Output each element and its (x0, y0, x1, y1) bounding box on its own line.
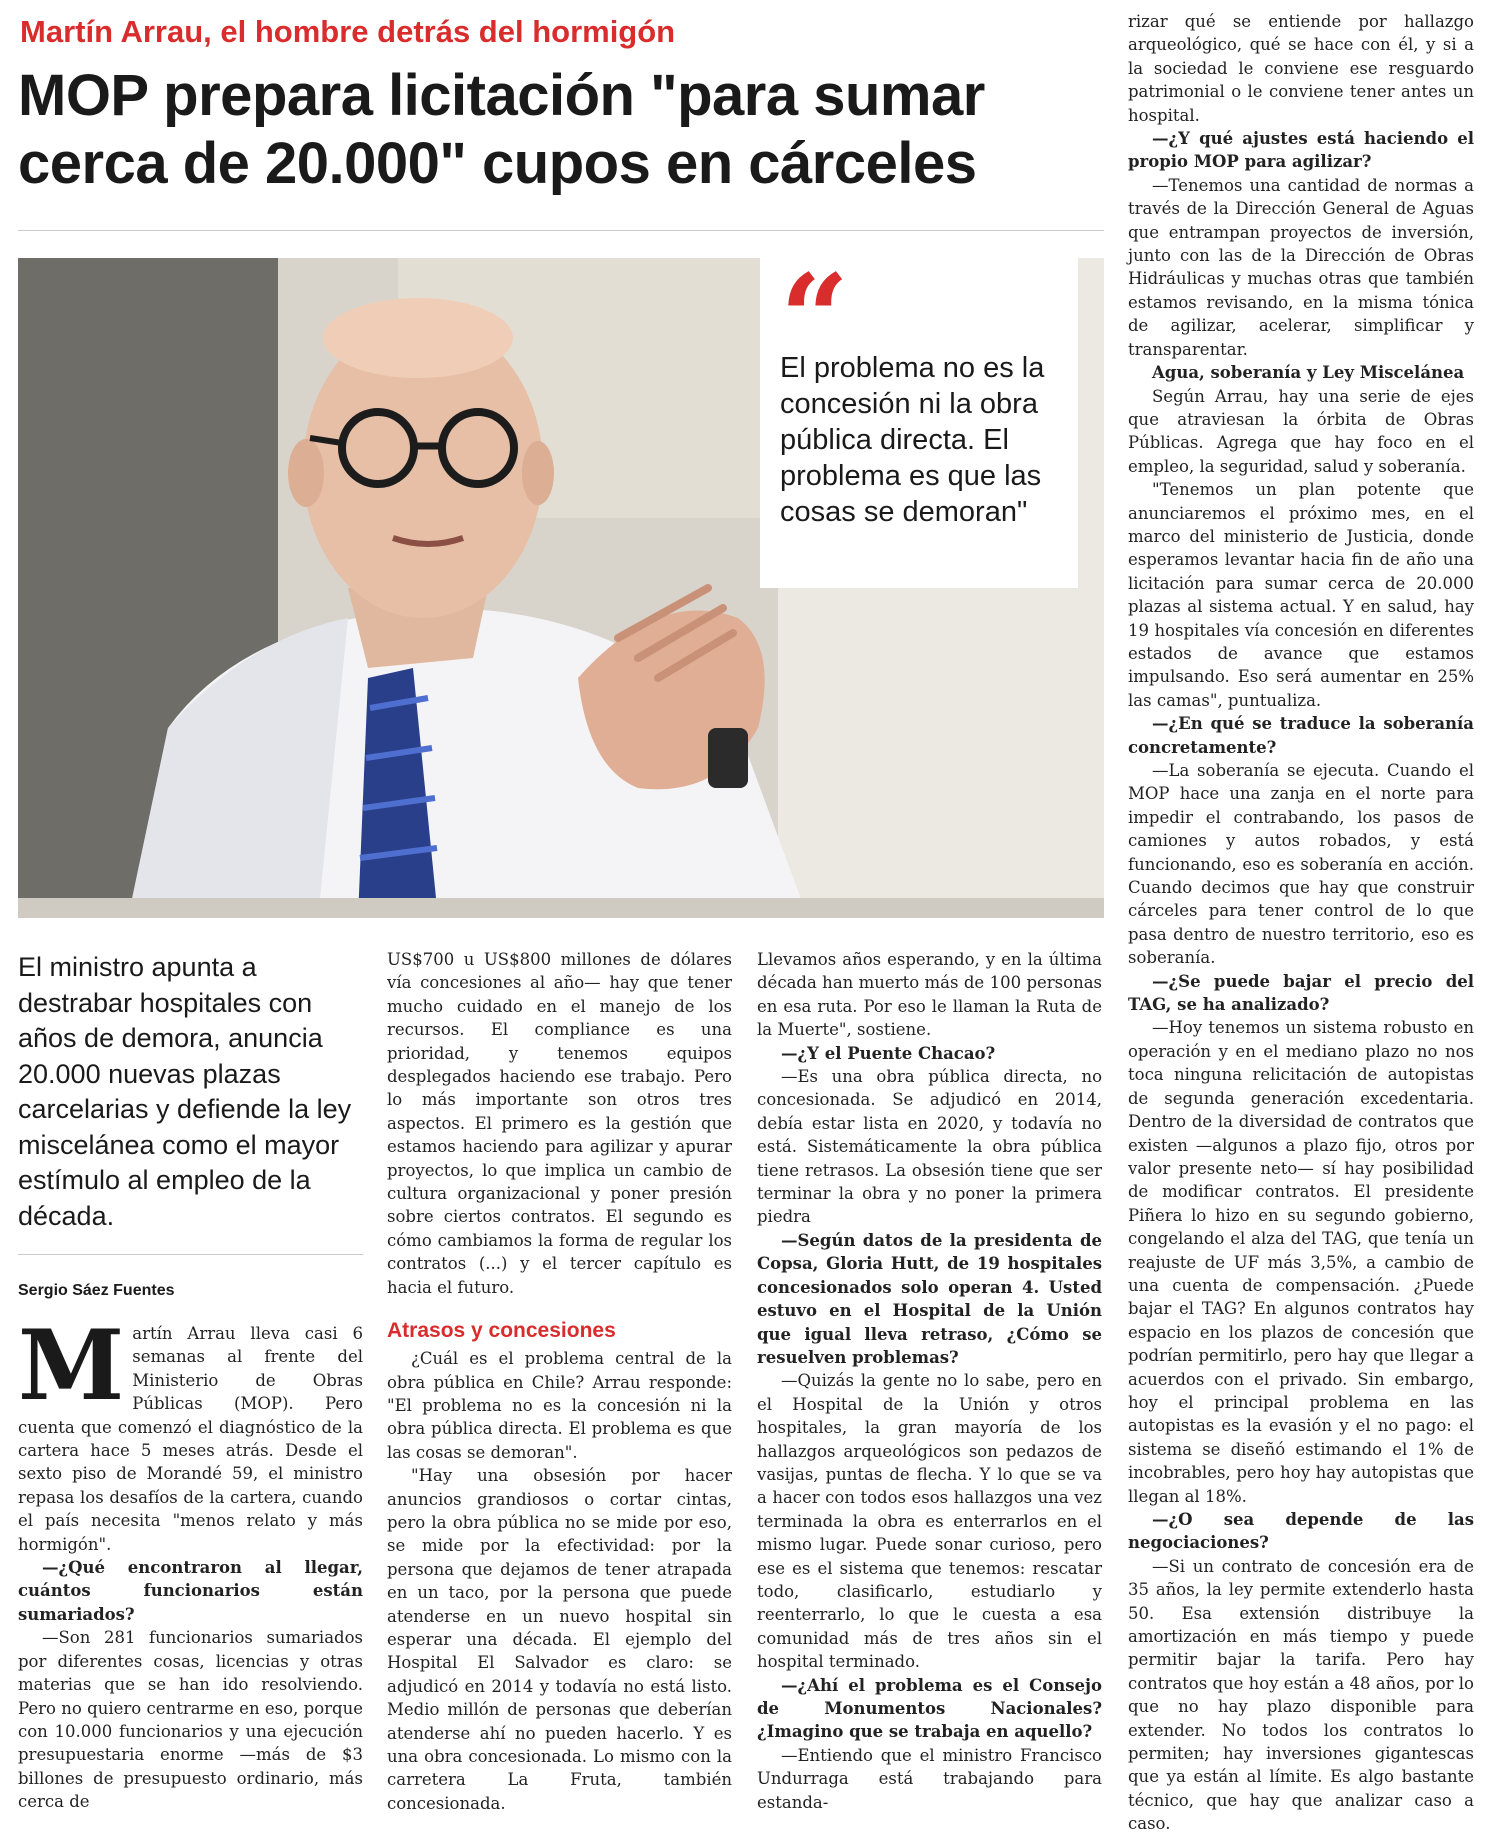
paragraph: "Tenemos un plan potente que anunciaremos el próximo mes, en el marco del ministerio de Justicia, donde esperamos levantar hacia fin de año una licitación para sumar cerca de 20.000 plazas al sistema actual. Y en salud, hay 19 hospitales vía concesión en diferentes estados de avance que estamos impulsando. Eso será aumentar en 25% las camas", puntualiza. (1128, 480, 1474, 710)
paragraph: —Si un contrato de concesión era de 35 años, la ley permite extenderlo hasta 50. Esa extensión distribuye la amortización en más tiempo y puede permitir bajar la tarifa. Pero hay contratos que hoy están a 48 años, por lo que no hay plazo disponible para extender. No todos los contratos lo permiten; hay inversiones gigantescas que ya están al límite. Es algo bastante técnico, que hay que analizar caso a caso. (1128, 1556, 1474, 1834)
lead-summary: El ministro apunta a destrabar hospitales con años de demora, anuncia 20.000 nuevas plazas carcelarias y defiende la ley miscelánea como el mayor estímulo al empleo de la década. (18, 952, 352, 1231)
paragraph: —La soberanía se ejecuta. Cuando el MOP hace una zanja en el norte para impedir el contrabando, los pasos de camiones y autos robados, y está funcionando, eso es soberanía en acción. Cuando decimos que hay que construir cárceles para tener control de lo que pasa dentro de nuestro territorio, eso es soberanía. (1128, 761, 1474, 968)
interview-question: —¿Ahí el problema es el Consejo de Monumentos Nacionales? ¿Imagino que se trabaja en aquello? (757, 1675, 1102, 1742)
article-column-2 (387, 948, 732, 1815)
interview-question: —¿Qué encontraron al llegar, cuántos funcionarios están sumariados? (18, 1558, 363, 1624)
headline: MOP prepara licitación "para sumar cerca de 20.000" cupos en cárceles (18, 63, 985, 196)
byline: Sergio Sáez Fuentes (18, 1282, 175, 1299)
paragraph: Según Arrau, hay una serie de ejes que atraviesan la órbita de Obras Públicas. Agrega que hay foco en el empleo, la seguridad, salud y soberanía. (1128, 386, 1474, 476)
section-heading: Atrasos y concesiones (387, 1319, 616, 1343)
interview-question: —Según datos de la presidenta de Copsa, Gloria Hutt, de 19 hospitales concesionados solo operan 4. Usted estuvo en el Hospital de la Unión que igual lleva retraso, ¿Cómo se resuelven problemas? (757, 1230, 1102, 1367)
dropcap: M (18, 1309, 125, 1422)
quote-mark-icon: “ (780, 258, 850, 389)
portrait-photo (18, 258, 1104, 918)
interview-question: —¿Y el Puente Chacao? (781, 1043, 996, 1063)
paragraph: Llevamos años esperando, y en la última década han muerto más de 100 personas en esa ruta. Por eso le llaman la Ruta de la Muerte", sostiene. (757, 950, 1102, 1040)
pull-quote-text: El problema no es la concesión ni la obra pública directa. El problema es que las cosas se demoran" (780, 352, 1045, 528)
paragraph: Martín Arrau lleva casi 6 semanas al frente del Ministerio de Obras Públicas (MOP). Pero cuenta que comenzó el diagnóstico de la cartera hace 5 meses atrás. Desde el sexto piso de Morandé 59, el ministro repasa los desafíos de la cartera, cuando el país necesita "menos relato y más hormigón". (18, 1309, 363, 1554)
kicker: Martín Arrau, el hombre detrás del hormigón (20, 14, 676, 49)
paragraph: —Tenemos una cantidad de normas a través de la Dirección General de Aguas que entrampan proyectos de inversión, junto con las de la Dirección de Obras Hidráulicas y muchas otras que también estamos revisando, en la misma tónica de agilizar, acelerar, simplificar y transparentar. (1128, 175, 1474, 359)
paragraph: —Son 281 funcionarios sumariados por diferentes cosas, licencias y otras materias que se han ido resolviendo. Pero no quiero centrarme en eso, porque con 10.000 funcionarios y una ejecución presupuestaria enorme —más de $3 billones de presupuesto ordinario, más cerca de (18, 1628, 363, 1812)
paragraph: ¿Cuál es el problema central de la obra pública en Chile? Arrau responde: "El problema no es la concesión ni la obra pública directa. El problema es que las cosas se demoran". (387, 1349, 732, 1462)
paragraph: —Es una obra pública directa, no concesionada. Se adjudicó en 2014, debía estar lista en 2020, y todavía no está. Sistemáticamente la obra pública tiene retrasos. La obsesión tiene que ser terminar la obra y no poner la primera piedra (757, 1067, 1102, 1227)
interview-question: —¿O sea depende de las negociaciones? (1128, 1510, 1474, 1553)
pull-quote (760, 258, 1078, 588)
interview-question: —¿Y qué ajustes está haciendo el propio MOP para agilizar? (1128, 129, 1474, 172)
paragraph: —Hoy tenemos un sistema robusto en operación y en el mediano plazo no nos toca ninguna relicitación de autopistas de segunda generación excedentaria. Dentro de la diversidad de contratos que existen —algunos a plazo fijo, otros por valor presente neto— sí hay posibilidad de modificar contratos. El presidente Piñera lo hizo en su segundo gobierno, congelando el alza del TAG, que tenía un reajuste de UF más 3,5%, a cambio de una cuenta de compensación. ¿Puede bajar el TAG? En algunos contratos hay espacio en los plazos de concesión que podrían permitirlo, pero hay que llegar a acuerdos con el privado. Sin embargo, hoy el principal problema en las autopistas es la evasión y el no pago: el sistema se diseñó estimando el 1% de incobrables, pero hoy hay autopistas que llegan al 18%. (1128, 1018, 1474, 1506)
interview-question: —¿En qué se traduce la soberanía concretamente? (1128, 714, 1474, 757)
article-column-3 (757, 948, 1102, 1814)
paragraph: rizar qué se entiende por hallazgo arqueológico, qué se hace con él, y si a la sociedad le conviene ese resguardo patrimonial o le conviene tener antes un hospital. (1128, 12, 1474, 125)
article-column-4 (1128, 10, 1474, 1836)
divider (18, 230, 1104, 231)
paragraph: US$700 u US$800 millones de dólares vía concesiones al año— hay que tener mucho cuidado en el manejo de los recursos. El compliance es una prioridad, y tenemos equipos desplegados haciendo ese trabajo. Pero lo más importante son otros tres aspectos. El primero es la gestión que estamos haciendo para agilizar y apurar proyectos, lo que implica un cambio de cultura organizacional y poner presión sobre ciertos contratos. El segundo es cómo cambiamos la forma de regular los contratos (...) y el tercer capítulo es hacia el futuro. (387, 950, 732, 1297)
paragraph: —Quizás la gente no lo sabe, pero en el Hospital de la Unión y otros hospitales, la gran mayoría de los hallazgos arqueológicos son pedazos de vasijas, puntas de flecha. Y lo que se va a hacer con todos esos hallazgos una vez terminada la obra es enterrarlos en el mismo lugar. Puede sonar curioso, pero ese es el sistema que tenemos: rescatar todo, clasificarlo, estudiarlo y reenterrarlo, lo que le cuesta a esa comunidad más de tres años sin el hospital terminado. (757, 1371, 1102, 1672)
article-column-1 (18, 1309, 363, 1814)
subheading: Agua, soberanía y Ley Miscelánea (1152, 363, 1465, 383)
paragraph: —Entiendo que el ministro Francisco Undurraga está trabajando para estanda- (757, 1745, 1102, 1812)
paragraph: "Hay una obsesión por hacer anuncios grandiosos o cortar cintas, pero la obra pública no se mide por eso, se mide por la efectividad: por la persona que dejamos de tener atrapada en un taco, por la persona que puede atenderse en un nuevo hospital sin esperar una década. El ejemplo del Hospital El Salvador es claro: se adjudicó en 2014 y todavía no está listo. Medio millón de personas que deberían atenderse ahí no pueden hacerlo. Y es una obra concesionada. Lo mismo con la carretera La Fruta, también concesionada. (387, 1466, 732, 1813)
divider (18, 1254, 363, 1255)
interview-question: —¿Se puede bajar el precio del TAG, se ha analizado? (1128, 971, 1474, 1015)
